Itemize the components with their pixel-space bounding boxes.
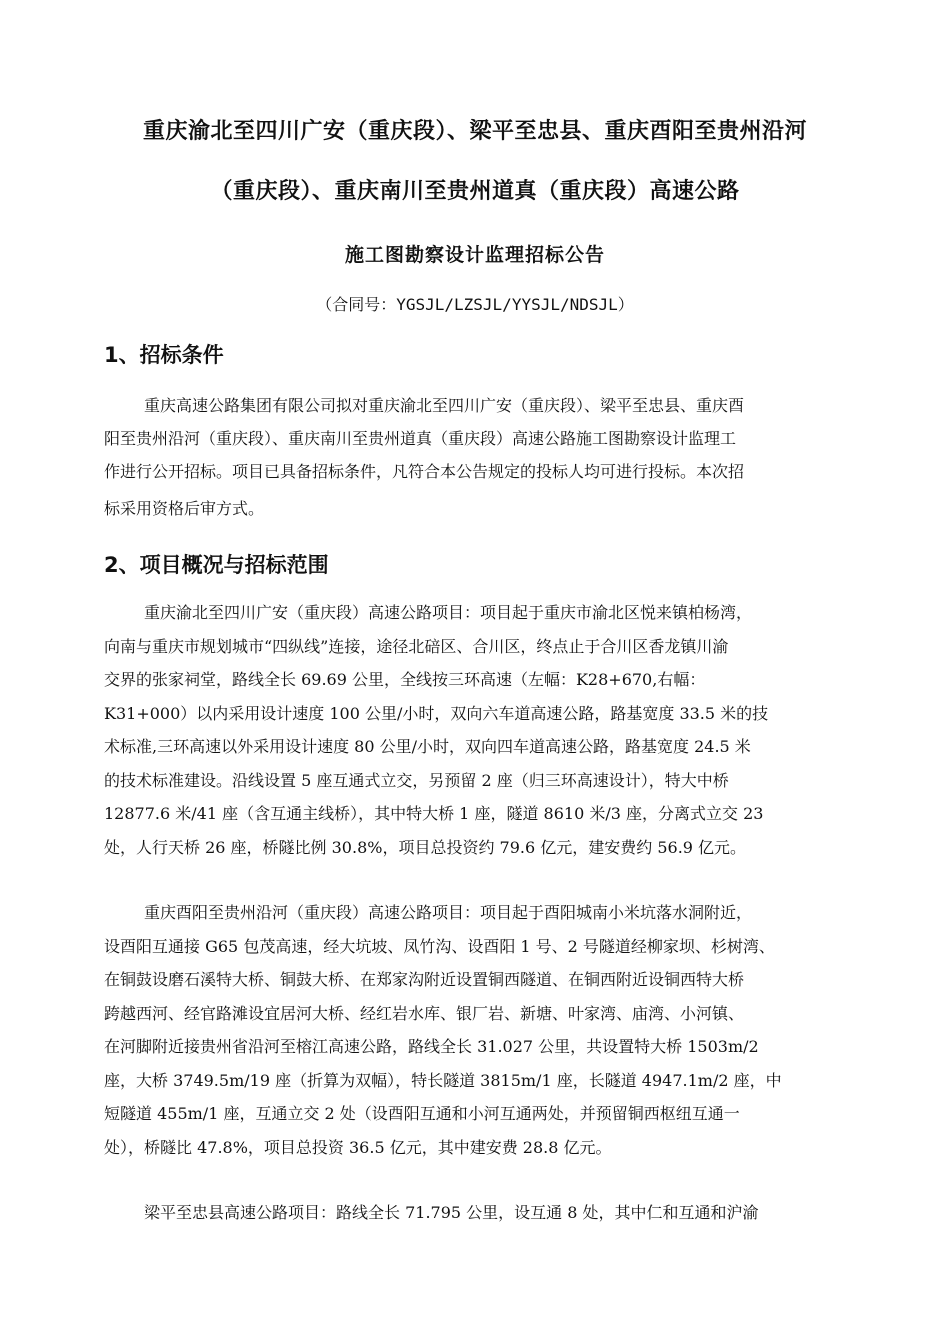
section-1-heading: 1、招标条件 xyxy=(104,343,224,367)
paragraph-line: 术标准,三环高速以外采用设计速度 80 公里/小时，双向四车道高速公路，路基宽度 24.5 米 xyxy=(104,737,751,756)
paragraph-line: 座，大桥 3749.5m/19 座（折算为双幅），特长隧道 3815m/1 座，长隧道 4947.1m/2 座，中 xyxy=(104,1071,782,1090)
paragraph-line: 的技术标准建设。沿线设置 5 座互通式立交，另预留 2 座（归三环高速设计），特大中桥 xyxy=(104,771,729,790)
title-line-3: 施工图勘察设计监理招标公告 xyxy=(344,244,605,266)
contract-number: （合同号：YGSJL/LZSJL/YYSJL/NDSJL） xyxy=(316,295,634,314)
paragraph-line: 阳至贵州沿河（重庆段）、重庆南川至贵州道真（重庆段）高速公路施工图勘察设计监理工 xyxy=(104,429,737,448)
title-line-2: （重庆段）、重庆南川至贵州道真（重庆段）高速公路 xyxy=(210,179,740,204)
paragraph-line: 重庆渝北至四川广安（重庆段）高速公路项目：项目起于重庆市渝北区悦来镇柏杨湾， xyxy=(144,603,753,622)
paragraph-line: 重庆酉阳至贵州沿河（重庆段）高速公路项目：项目起于酉阳城南小米坑落水洞附近， xyxy=(144,903,753,922)
paragraph-line: 跨越西河、经官路滩设宜居河大桥、经红岩水库、银厂岩、新塘、叶家湾、庙湾、小河镇、 xyxy=(104,1004,745,1023)
paragraph-line: 交界的张家祠堂，路线全长 69.69 公里，全线按三环高速（左幅：K28+670,右幅： xyxy=(104,670,706,689)
paragraph-line: 短隧道 455m/1 座，互通立交 2 处（设酉阳互通和小河互通两处，并预留铜西枢纽互通一 xyxy=(104,1104,740,1123)
paragraph-line: 在河脚附近接贵州省沿河至榕江高速公路，路线全长 31.027 公里，共设置特大桥 1503m/2 xyxy=(104,1037,759,1056)
paragraph-line: 处，人行天桥 26 座，桥隧比例 30.8%，项目总投资约 79.6 亿元，建安费约 56.9 亿元。 xyxy=(104,838,747,857)
paragraph-line: 12877.6 米/41 座（含互通主线桥），其中特大桥 1 座，隧道 8610 米/3 座，分离式立交 23 xyxy=(104,804,764,823)
paragraph-line: 梁平至忠县高速公路项目：路线全长 71.795 公里，设互通 8 处，其中仁和互通和沪渝 xyxy=(144,1203,759,1222)
section-2-heading: 2、项目概况与招标范围 xyxy=(104,553,329,577)
paragraph-line: 向南与重庆市规划城市“四纵线”连接，途径北碚区、合川区，终点止于合川区香龙镇川渝 xyxy=(104,637,729,656)
paragraph-line: 处），桥隧比 47.8%，项目总投资 36.5 亿元，其中建安费 28.8 亿元。 xyxy=(104,1138,612,1157)
paragraph-line: 重庆高速公路集团有限公司拟对重庆渝北至四川广安（重庆段）、梁平至忠县、重庆酉 xyxy=(144,396,745,415)
title-line-1: 重庆渝北至四川广安（重庆段）、梁平至忠县、重庆酉阳至贵州沿河 xyxy=(142,119,807,144)
paragraph-line: K31+000）以内采用设计速度 100 公里/小时，双向六车道高速公路，路基宽度 33.5 米的技 xyxy=(104,704,769,723)
paragraph-line: 作进行公开招标。项目已具备招标条件，凡符合本公告规定的投标人均可进行投标。本次招 xyxy=(104,462,745,481)
paragraph-line: 在铜鼓设磨石溪特大桥、铜鼓大桥、在郑家沟附近设置铜西隧道、在铜西附近设铜西特大桥 xyxy=(104,970,745,989)
paragraph-line: 设酉阳互通接 G65 包茂高速，经大坑坡、凤竹沟、设酉阳 1 号、2 号隧道经柳家坝、杉树湾、 xyxy=(104,937,775,956)
paragraph-line: 标采用资格后审方式。 xyxy=(104,499,265,518)
